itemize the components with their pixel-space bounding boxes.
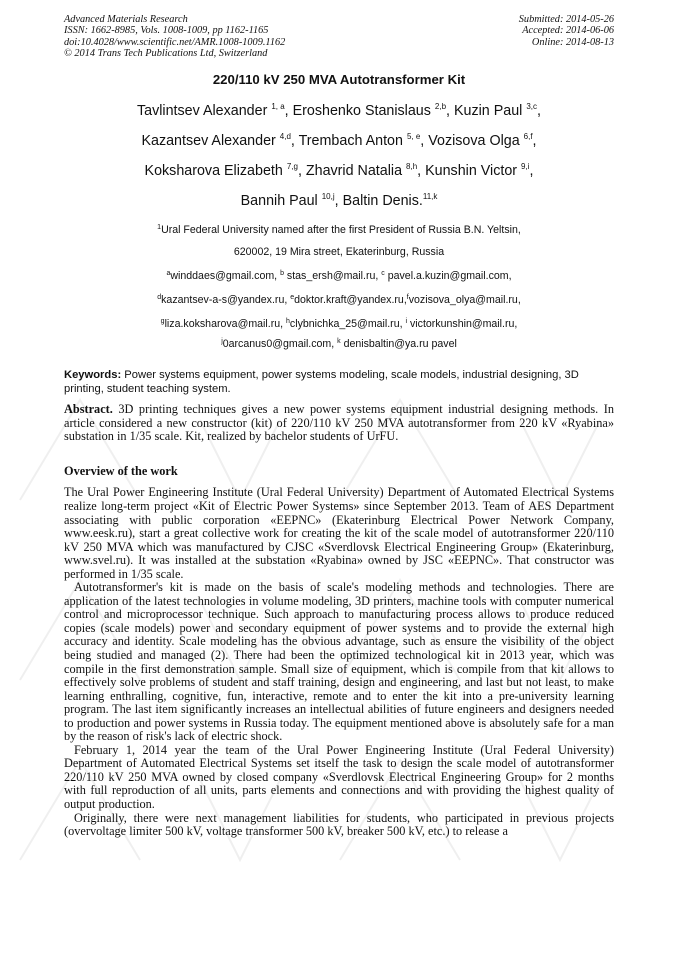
online-date: Online: 2014-08-13 — [531, 36, 614, 48]
author-name: Baltin Denis. — [342, 193, 423, 210]
email-address[interactable]: pavel.a.kuzin@gmail.com, — [384, 270, 512, 283]
author-separator: , — [334, 193, 343, 210]
affiliation-institution: Ural Federal University named after the first President of Russia B.N. Yeltsin, — [161, 224, 521, 237]
author-name: Kuzin Paul — [453, 103, 523, 120]
keywords — [64, 368, 614, 396]
email-mark: h — [286, 318, 290, 326]
affiliation-mark: 1 — [157, 224, 162, 232]
author-affiliation-mark: 11,k — [422, 192, 438, 202]
author-affiliation-mark: 10,j — [321, 192, 335, 202]
author-affiliation-mark: 3,c — [526, 102, 537, 112]
paper-title: 220/110 kV 250 MVA Autotransformer Kit — [212, 72, 466, 88]
section-body — [64, 486, 614, 838]
keywords-text: Power systems equipment, power systems modeling, scale models, industrial designing, 3D printing, student teaching system. — [64, 369, 579, 396]
email-mark: k — [337, 338, 341, 346]
author-name: Trembach Anton — [298, 133, 403, 150]
author-name: Kazantsev Alexander — [141, 133, 276, 150]
doi-line: doi:10.4028/www.scientific.net/AMR.1008-1009.1162 — [64, 36, 286, 48]
email-mark: i — [405, 318, 408, 326]
email-mark: c — [381, 270, 385, 278]
author-list — [64, 94, 614, 214]
publication-header — [64, 14, 614, 59]
author-affiliation-mark: 8,h — [406, 162, 418, 172]
author-separator: , — [446, 103, 454, 120]
body-paragraph: February 1, 2014 year the team of the Ural Power Engineering Institute (Ural Federal University) Department of Automated Electrical Systems set itself the task to design the scale model of autotransformer 220/110 kV 250 MVA owned by closed company «Sverdlovsk Electrical Engineering Group» for 2 months with full reproduction of all units, parts elements and connections and with providing the highest quality of output production. — [64, 742, 614, 811]
author-name: Tavlintsev Alexander — [137, 103, 268, 120]
author-name: Eroshenko Stanislaus — [292, 103, 431, 120]
affiliation-address: 620002, 19 Mira street, Ekaterinburg, Russia — [233, 246, 445, 259]
email-list — [64, 263, 614, 351]
author-separator: , — [284, 103, 293, 120]
email-address[interactable]: liza.koksharova@mail.ru, — [164, 318, 287, 331]
copyright-line: © 2014 Trans Tech Publications Ltd, Switzerland — [64, 47, 268, 59]
body-paragraph: Autotransformer's kit is made on the basis of scale's modeling methods and technologies. There are application of the latest technologies in volume modeling, 3D printers, machine tools with computer numerical control and microprocessor technique. Such approach to manufacturing process allows to produce reduced copies (scale models) power and secondary equipment of power systems and to provide the external high accuracy and identity. Scale modeling has the obvious advantage, such as ensure the visibility of the object being studied and managed (2). There had been the optimized technological kit in 2013 year, which was compile in the first demonstration sample. Small size of equipment, which is compile from that kit allows to effectively solve problems of student and staff training, design and engineering, and last but not least, to make learning enthralling, cognitive, fun, interactive, remote and to enter the kit into a pre-university learning program. The last item significantly increases an intellectual abilities of future engineers and designers needed to production and power systems in Russia today. The equipment mentioned above is absolutely safe for a man by the reason of risk's lack of electric shock. — [64, 580, 614, 744]
author-affiliation-mark: 4,d — [279, 132, 291, 142]
email-address[interactable]: clybnichka_25@mail.ru, — [289, 318, 406, 331]
author-name: Koksharova Elizabeth — [144, 163, 283, 180]
section-heading: Overview of the work — [64, 464, 178, 479]
author-name: Zhavrid Natalia — [305, 163, 403, 180]
email-address[interactable]: 0arcanus0@gmail.com, — [222, 338, 338, 351]
submitted-date: Submitted: 2014-05-26 — [518, 14, 614, 25]
author-affiliation-mark: 5, e — [406, 132, 421, 142]
email-mark: e — [290, 294, 295, 302]
author-name: Vozisova Olga — [428, 133, 520, 150]
email-mark: f — [406, 294, 409, 302]
email-mark: d — [157, 294, 162, 302]
email-address[interactable]: kazantsev-a-s@yandex.ru, — [161, 294, 291, 307]
body-paragraph: Originally, there were next management liabilities for students, who participated in previous projects (overvoltage limiter 500 kV, voltage transformer 500 kV, breaker 500 kV, etc.) to release a — [64, 810, 614, 839]
affiliation-line — [64, 217, 614, 241]
abstract-label: Abstract. — [64, 402, 113, 417]
abstract-text: 3D printing techniques gives a new power systems equipment industrial designing methods. In article considered a new constructor (kit) of 220/110 kV 250 MVA autotransformer from 220 kV «Ryabina» substation in 1/35 scale. Kit, realized by bachelor students of UrFU. — [64, 402, 614, 443]
author-affiliation-mark: 2,b — [434, 102, 447, 112]
keywords-label: Keywords: — [64, 369, 122, 382]
author-line — [64, 94, 614, 124]
email-line — [64, 263, 614, 287]
accepted-date: Accepted: 2014-06-06 — [522, 25, 614, 37]
email-mark: a — [166, 270, 171, 278]
email-address[interactable]: stas_ersh@mail.ru, — [283, 270, 382, 283]
author-line — [64, 184, 614, 214]
affiliation — [64, 217, 614, 263]
author-separator: , — [417, 163, 426, 180]
author-name: Bannih Paul — [240, 193, 318, 210]
author-affiliation-mark: 6,f — [523, 132, 533, 142]
email-line — [64, 287, 614, 311]
email-address[interactable]: vozisova_olya@mail.ru, — [408, 294, 521, 307]
author-affiliation-mark: 9,i — [521, 162, 530, 172]
email-address[interactable]: denisbaltin@ya.ru pavel — [340, 338, 457, 351]
email-address[interactable]: winddaes@gmail.com, — [170, 270, 281, 283]
author-affiliation-mark: 7,g — [286, 162, 298, 172]
journal-name: Advanced Materials Research — [64, 14, 188, 25]
author-separator: , — [420, 133, 429, 150]
author-separator: , — [297, 163, 306, 180]
author-line — [64, 124, 614, 154]
email-line — [64, 335, 614, 351]
author-separator: , — [290, 133, 299, 150]
author-line — [64, 154, 614, 184]
email-line — [64, 311, 614, 335]
email-address[interactable]: victorkunshin@mail.ru, — [407, 318, 518, 331]
journal-info — [64, 14, 285, 59]
issn-line: ISSN: 1662-8985, Vols. 1008-1009, pp 1162-1165 — [64, 25, 269, 37]
author-separator: , — [529, 163, 534, 180]
email-address[interactable]: doktor.kraft@yandex.ru, — [294, 294, 407, 307]
author-separator: , — [537, 103, 541, 120]
author-affiliation-mark: 1, a — [271, 102, 285, 112]
abstract — [64, 403, 614, 443]
author-name: Kunshin Victor — [425, 163, 518, 180]
author-separator: , — [532, 133, 537, 150]
body-paragraph: The Ural Power Engineering Institute (Ural Federal University) Department of Automated Electrical Systems realize long-term project «Kit of Electric Power Systems» since September 2013. Team of AES Department associating with public corporation «EEPNC» (Ekaterinburg Electrical Power Network Company, www.eesk.ru), start a great collective work for creating the kit of the scale model of autotransformer 220/110 kV 250 MVA which was manufactured by CJSC «Sverdlovsk Electrical Engineering Group» (Ekaterinburg, www.svel.ru). It was installed at the substation «Ryabina» owned by JSC «EEPNC». That constructor was performed in 1/35 scale. — [64, 485, 614, 581]
email-mark: j — [221, 338, 223, 346]
email-mark: b — [280, 270, 284, 278]
submission-dates — [519, 14, 614, 59]
email-mark: g — [160, 318, 165, 326]
